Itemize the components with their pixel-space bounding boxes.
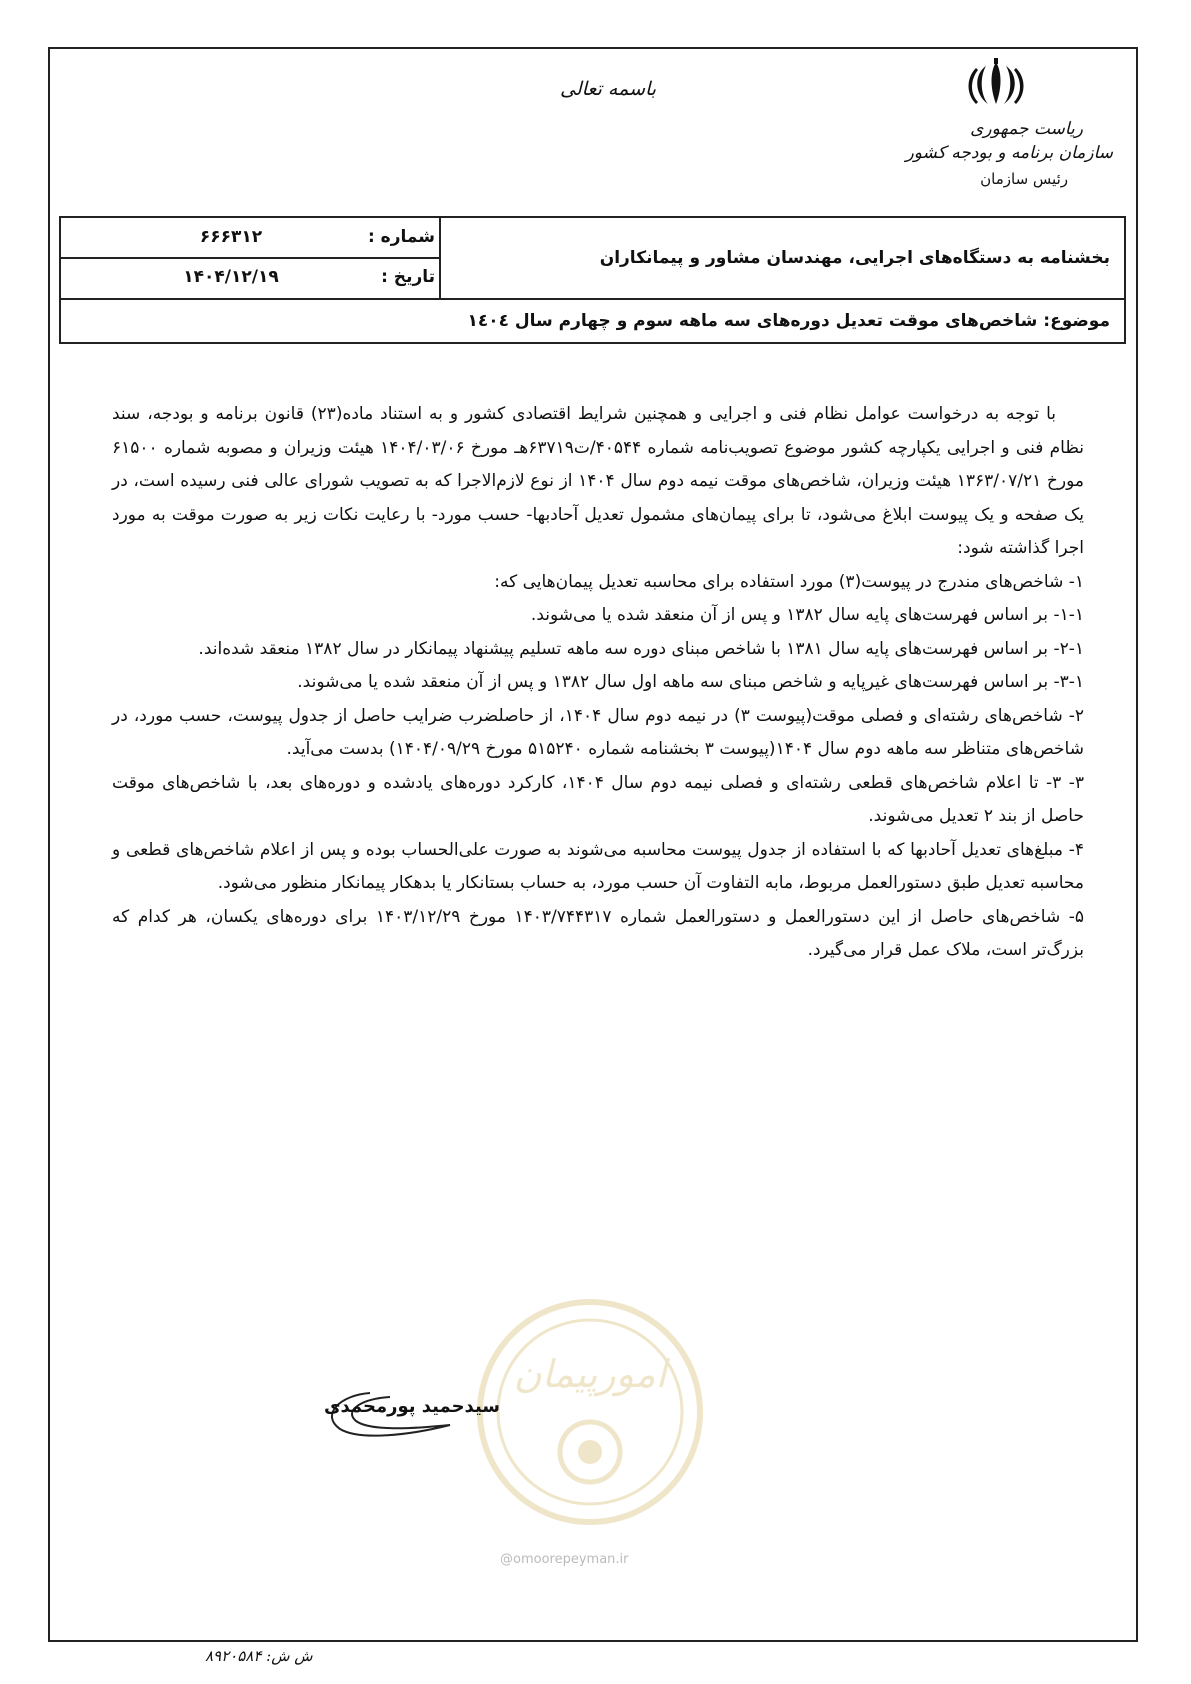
header-divider-number-date — [61, 257, 439, 259]
signer-name: سیدحمید پورمحمدی — [324, 1396, 500, 1417]
header-table — [59, 216, 1126, 344]
letter-body — [112, 398, 1084, 968]
number-value: ۶۶۶۳۱۲ — [199, 227, 263, 247]
watermark-url: @omoorepeyman.ir — [500, 1552, 629, 1567]
circular-title: بخشنامه به دستگاه‌های اجرایی، مهندسان مشاور و پیمانکاران — [599, 248, 1110, 268]
footer-code: ش ش: ۸۹۲۰۵۸۴ — [205, 1647, 313, 1665]
intro-paragraph: با توجه به درخواست عوامل نظام فنی و اجرایی و همچنین شرایط اقتصادی کشور و به استناد ماده(۲۳) قانون برنامه و بودجه، سند نظام فنی و اجرایی یکپارچه کشور موضوع تصویب‌نامه شماره ۴۰۵۴۴/ت۶۳۷۱۹هـ مورخ ۱۴۰۴/۰۳/۰۶ هیئت وزیران و مصوبه شماره ۶۱۵۰۰ مورخ ۱۳۶۳/۰۷/۲۱ هیئت وزیران، شاخص‌های موقت نیمه دوم سال ۱۴۰۴ از نوع لازم‌الاجرا که به تصویب شورای عالی فنی رسیده است، در یک صفحه و یک پیوست ابلاغ می‌شود، تا برای پیمان‌های مشمول تعدیل آحادبها- حسب مورد- با رعایت نکات زیر به صورت موقت به مورد اجرا گذاشته شود: — [112, 404, 1084, 558]
org-line-organization: سازمان برنامه و بودجه کشور — [905, 143, 1113, 163]
clause-5: ۵- شاخص‌های حاصل از این دستورالعمل و دستورالعمل شماره ۱۴۰۳/۷۴۴۳۱۷ مورخ ۱۴۰۳/۱۲/۲۹ برای دوره‌های یکسان، هر کدام که بزرگ‌تر است، ملاک عمل قرار می‌گیرد. — [112, 906, 1084, 960]
clause-1: ۱- شاخص‌های مندرج در پیوست(۳) مورد استفاده برای محاسبه تعدیل پیمان‌هایی که: — [494, 571, 1084, 592]
org-line-head: رئیس سازمان — [980, 170, 1068, 188]
clause-1-2: ۲-۱- بر اساس فهرست‌های پایه سال ۱۳۸۱ با شاخص مبنای دوره سه ماهه تسلیم پیشنهاد پیمانکار در سال ۱۳۸۲ منعقد شده‌اند. — [198, 638, 1084, 659]
iran-emblem-icon — [964, 58, 1028, 110]
stamp-text: امورپیمان — [513, 1352, 667, 1396]
org-line-presidency: ریاست جمهوری — [970, 119, 1083, 139]
clause-3: ۳- ۳- تا اعلام شاخص‌های قطعی رشته‌ای و فصلی نیمه دوم سال ۱۴۰۴، کارکرد دوره‌های یادشده و دوره‌های بعد، با شاخص‌های موقت حاصل از بند ۲ تعدیل می‌شوند. — [112, 772, 1084, 826]
date-label: تاریخ : — [381, 267, 435, 287]
date-value: ۱۴۰۴/۱۲/۱۹ — [183, 267, 279, 287]
clause-4: ۴- مبلغ‌های تعدیل آحادبها که با استفاده از جدول پیوست محاسبه می‌شوند به صورت علی‌الحساب بوده و پس از اعلام شاخص‌های قطعی و محاسبه تعدیل طبق دستورالعمل مربوط، مابه التفاوت آن حسب مورد، به حساب بستانکار یا بدهکار پیمانکار منظور می‌شود. — [112, 839, 1084, 893]
number-label: شماره : — [367, 227, 435, 247]
bismillah: باسمه تعالی — [560, 78, 657, 100]
organization-block — [906, 118, 1113, 192]
header-divider-vertical — [439, 218, 441, 298]
subject-line: موضوع: شاخص‌های موقت تعدیل دوره‌های سه ماهه سوم و چهارم سال ۱٤۰٤ — [467, 311, 1110, 331]
clause-1-1: ۱-۱- بر اساس فهرست‌های پایه سال ۱۳۸۲ و پس از آن منعقد شده یا می‌شوند. — [530, 605, 1084, 625]
clause-2: ۲- شاخص‌های رشته‌ای و فصلی موقت(پیوست ۳) در نیمه دوم سال ۱۴۰۴، از حاصلضرب ضرایب حاصل از جدول پیوست، حسب مورد، در شاخص‌های متناظر سه ماهه دوم سال ۱۴۰۴(پیوست ۳ بخشنامه شماره ۵۱۵۲۴۰ مورخ ۱۴۰۴/۰۹/۲۹) بدست می‌آید. — [112, 705, 1084, 759]
clause-1-3: ۳-۱- بر اساس فهرست‌های غیرپایه و شاخص مبنای سه ماهه اول سال ۱۳۸۲ و پس از آن منعقد شده یا می‌شوند. — [297, 672, 1084, 692]
